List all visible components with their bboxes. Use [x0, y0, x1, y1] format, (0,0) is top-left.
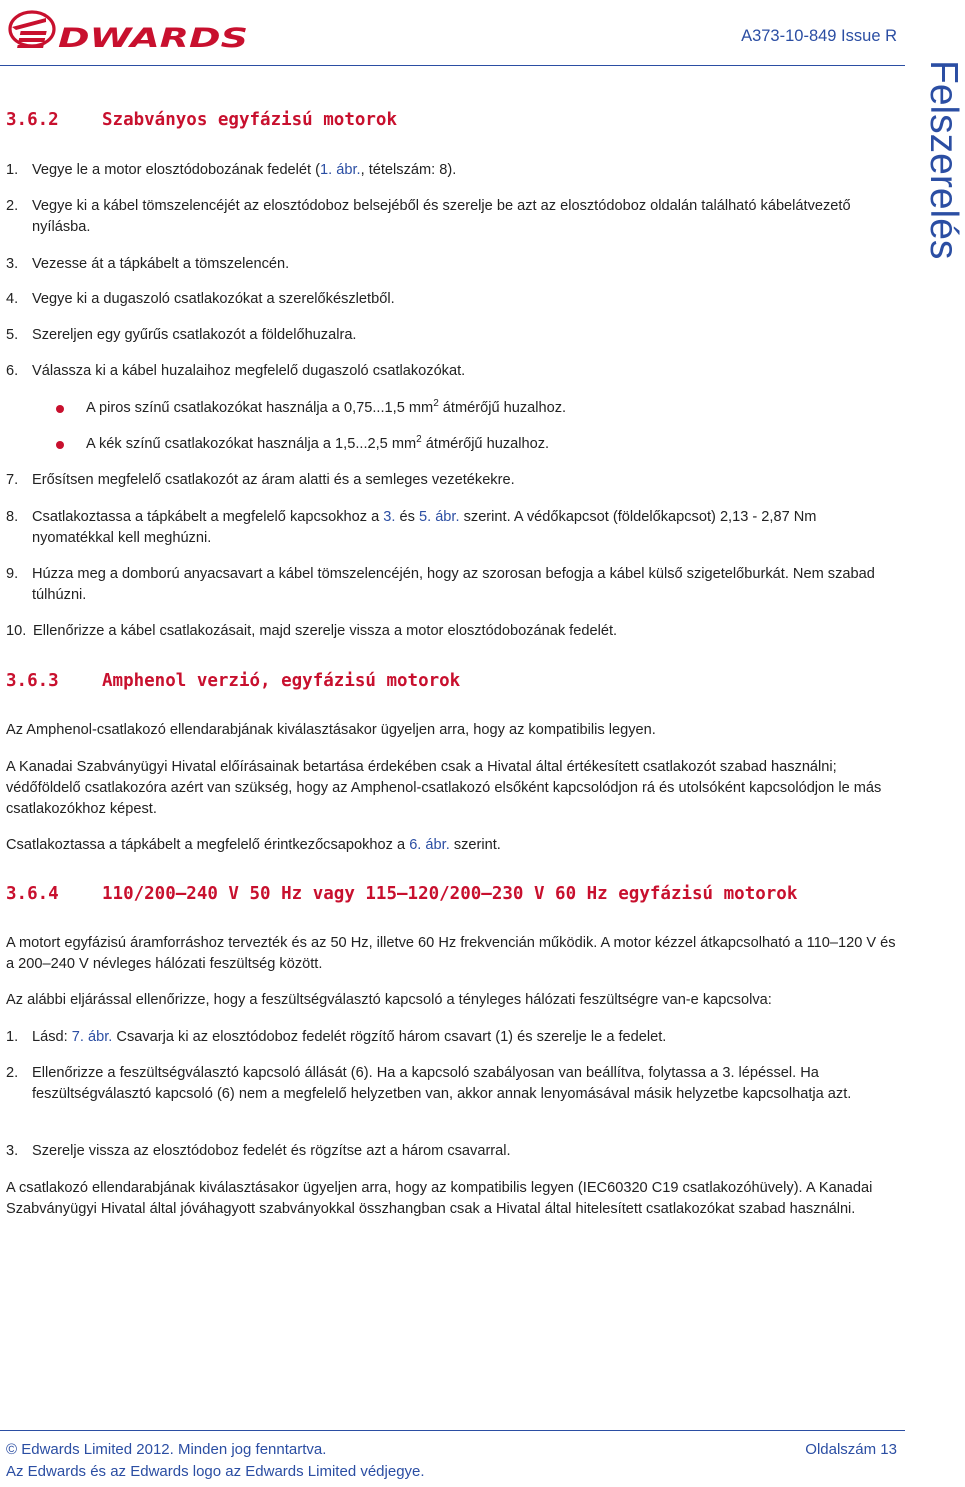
- list-item: [6, 1063, 898, 1105]
- item-text: Ellenőrizze a feszültségválasztó kapcsoló állását (6). Ha a kapcsoló szabályosan van beállítva, folytassa a 3. lépéssel. Ha feszültségválasztó kapcsoló (6) nem a megfelelő helyzetben van, akkor annak lenyomásával másik helyzetbe kapcsolhatja azt.: [32, 1065, 852, 1102]
- item-number: 7.: [6, 472, 19, 488]
- item-text: Ellenőrizze a kábel csatlakozásait, majd szerelje vissza a motor elosztódobozának fedelét.: [33, 623, 618, 639]
- list-item: [6, 361, 898, 382]
- list-item: [6, 196, 898, 238]
- bullet-text: A kék színű csatlakozókat használja a 1,5...2,5 $mm^2$ átmérőjű huzalhoz.: [86, 434, 550, 452]
- item-text: Vegye ki a dugaszoló csatlakozókat a szerelőkészletből.: [32, 291, 395, 307]
- list-item: [6, 470, 898, 491]
- list-item: [6, 507, 898, 549]
- item-number: 5.: [6, 327, 19, 343]
- item-number: 4.: [6, 291, 19, 307]
- paragraph: Az Amphenol-csatlakozó ellendarabjának kiválasztásakor ügyeljen arra, hogy az kompatibilis legyen.: [6, 722, 656, 738]
- section-side-label: Felszerelés: [922, 60, 965, 260]
- item-text: Lásd: 7. ábr. Csavarja ki az elosztódoboz fedelét rögzítő három csavart (1) és szerelje le a fedelet.: [32, 1029, 667, 1045]
- trademark-notice: Az Edwards és az Edwards logo az Edwards Limited védjegye.: [6, 1463, 425, 1480]
- item-number: 10.: [6, 623, 27, 639]
- copyright-notice: © Edwards Limited 2012. Minden jog fenntartva.: [6, 1441, 327, 1458]
- figure-link[interactable]: 5. ábr.: [418, 509, 460, 525]
- section-number: 3.6.2: [6, 110, 59, 130]
- item-text: Szerelje vissza az elosztódoboz fedelét és rögzítse azt a három csavarral.: [32, 1143, 511, 1159]
- list-item: [6, 1141, 898, 1162]
- bullet-icon: [56, 441, 64, 449]
- item-number: 2.: [6, 198, 19, 214]
- paragraph: A Kanadai Szabványügyi Hivatal előírásainak betartása érdekében csak a Hivatal által értékesített csatlakozót szabad használni; védőföldelő csatlakozóra azért van szükség, hogy az Amphenol-csatlakozó elsőként kapcsolódjon rá és utolsóként kapcsolódjon le más csatlakozókhoz képest.: [6, 759, 882, 817]
- list-item: [6, 160, 898, 181]
- figure-link[interactable]: 6. ábr.: [409, 837, 450, 853]
- item-number: 8.: [6, 509, 19, 525]
- item-text: Húzza meg a domború anyacsavart a kábel tömszelencéjén, hogy az szorosan befogja a kábel külső szigetelőburkát. Nem szabad túlhúzni.: [32, 566, 875, 603]
- svg-text:DWARDS: DWARDS: [58, 23, 248, 54]
- item-number: 3.: [6, 1143, 19, 1159]
- section-title: Szabványos egyfázisú motorok: [102, 110, 398, 130]
- list-item: [6, 1027, 898, 1048]
- bullet-item: [56, 434, 896, 455]
- list-item: [6, 564, 898, 606]
- item-text: Vezesse át a tápkábelt a tömszelencén.: [32, 256, 290, 272]
- bullet-text: A piros színű csatlakozókat használja a 0,75...1,5 $mm^2$ átmérőjű huzalhoz.: [86, 398, 567, 416]
- section-heading-3-6-4: [6, 884, 797, 904]
- item-text: Erősítsen megfelelő csatlakozót az áram alatti és a semleges vezetékekre.: [32, 472, 515, 488]
- item-number: 1.: [6, 162, 19, 178]
- paragraph: A csatlakozó ellendarabjának kiválasztásakor ügyeljen arra, hogy az kompatibilis legyen (IEC60320 C19 csatlakozóhüvely). A Kanadai Szabványügyi Hivatal által jóváhagyott szabványokkal összhangban csak a Hivatal által hitelesített csatlakozókat szabad használni.: [6, 1180, 873, 1217]
- list-item: [6, 621, 898, 642]
- list-item: [6, 254, 898, 275]
- footer-divider: [0, 1430, 905, 1431]
- item-text: Vegye le a motor elosztódobozának fedelét (1. ábr., tételszám: 8).: [32, 162, 457, 178]
- item-number: 9.: [6, 566, 19, 582]
- bullet-item: [56, 398, 896, 419]
- paragraph: Az alábbi eljárással ellenőrizze, hogy a feszültségválasztó kapcsoló a tényleges hálózati feszültségre van-e kapcsolva:: [6, 992, 772, 1008]
- bullet-icon: [56, 405, 64, 413]
- item-text: Vegye ki a kábel tömszelencéjét az elosztódoboz belsejéből és szerelje be azt az elosztódoboz oldalán található kábelátvezető nyílásba.: [32, 198, 851, 235]
- section-heading-3-6-2: [6, 110, 397, 130]
- document-reference: A373-10-849 Issue R: [741, 27, 897, 45]
- figure-link[interactable]: 7. ábr.: [71, 1029, 113, 1045]
- paragraph: Csatlakoztassa a tápkábelt a megfelelő érintkezőcsapokhoz a 6. ábr. szerint.: [6, 837, 501, 853]
- item-text: Csatlakoztassa a tápkábelt a megfelelő kapcsokhoz a 3. és 5. ábr. szerint. A védőkapcsot (földelőkapcsot) 2,13 - 2,87 Nm nyomatékkal kell meghúzni.: [32, 509, 817, 546]
- section-title: 110/200–240 V 50 Hz vagy 115–120/200–230 V 60 Hz egyfázisú motorok: [102, 884, 798, 904]
- item-number: 1.: [6, 1029, 19, 1045]
- item-number: 2.: [6, 1065, 19, 1081]
- item-text: Válassza ki a kábel huzalaihoz megfelelő dugaszoló csatlakozókat.: [32, 363, 466, 379]
- figure-link[interactable]: 3.: [383, 509, 396, 525]
- item-number: 3.: [6, 256, 19, 272]
- list-item: [6, 289, 898, 310]
- section-number: 3.6.4: [6, 884, 59, 904]
- figure-link[interactable]: 1. ábr.: [320, 162, 361, 178]
- section-heading-3-6-3: [6, 671, 460, 691]
- section-number: 3.6.3: [6, 671, 59, 691]
- edwards-logo: [6, 6, 252, 54]
- section-title: Amphenol verzió, egyfázisú motorok: [102, 671, 461, 691]
- list-item: [6, 325, 898, 346]
- paragraph: A motort egyfázisú áramforráshoz tervezték és az 50 Hz, illetve 60 Hz frekvencián működik. A motor kézzel átkapcsolható a 110–120 V és a 200–240 V névleges hálózati feszültség között.: [6, 935, 896, 972]
- item-number: 6.: [6, 363, 19, 379]
- page-number: Oldalszám 13: [805, 1441, 897, 1458]
- item-text: Szereljen egy gyűrűs csatlakozót a földelőhuzalra.: [32, 327, 357, 343]
- header-divider: [0, 65, 905, 66]
